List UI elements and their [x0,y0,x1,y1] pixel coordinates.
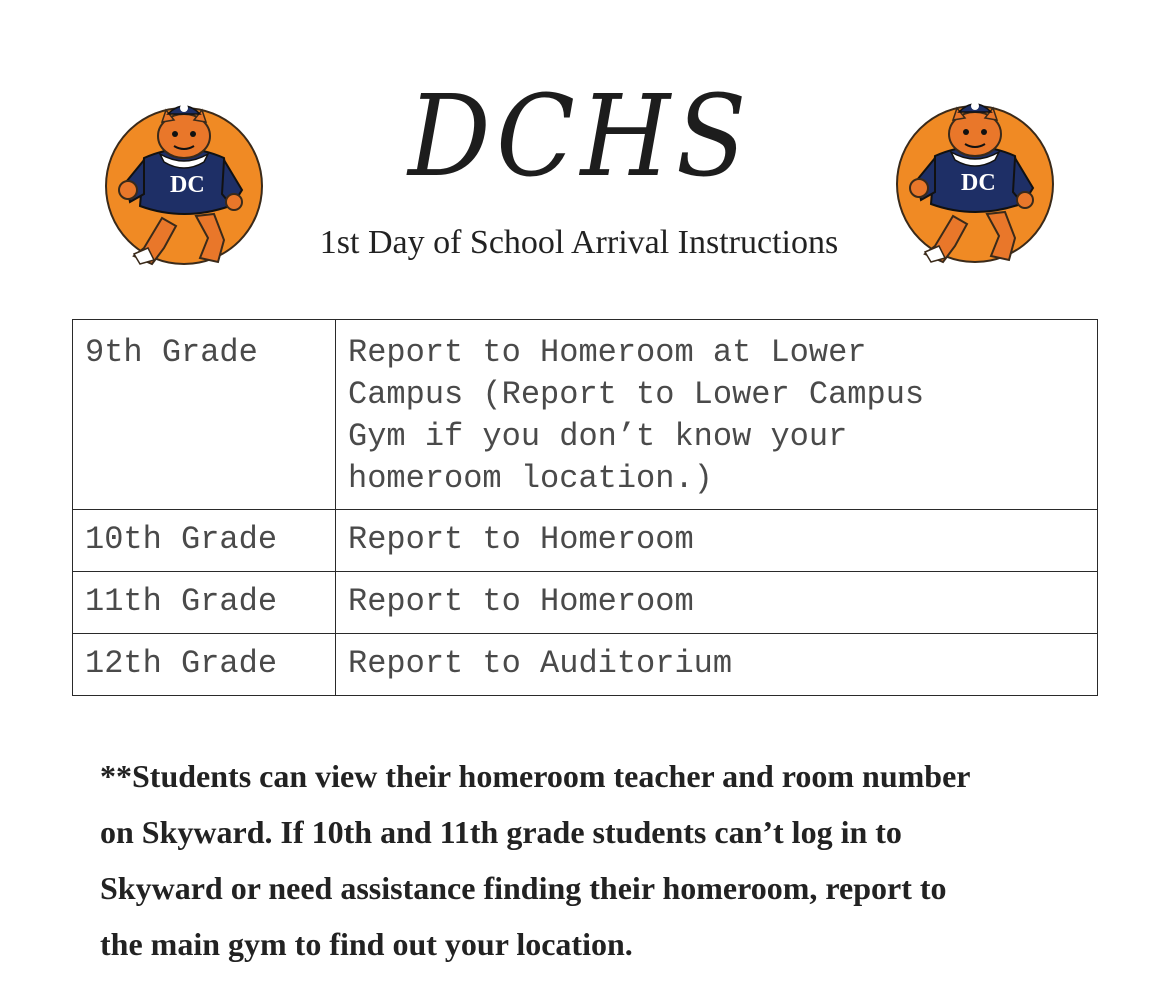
grade-cell: 10th Grade [73,510,336,572]
instruction-line: Report to Homeroom at Lower [348,334,867,371]
svg-text:DC: DC [170,172,205,198]
instruction-line: Campus (Report to Lower Campus [348,376,925,413]
arrival-instructions-table [72,319,1098,696]
note-line: on Skyward. If 10th and 11th grade students can’t log in to [100,814,902,850]
table-row [73,510,1098,572]
grade-cell: 12th Grade [73,634,336,696]
page-title: DCHS [408,72,752,202]
instruction-cell: Report to Auditorium [336,634,1098,696]
table-row [73,634,1098,696]
svg-text:DC: DC [961,170,996,196]
instruction-line: Gym if you don’t know your [348,418,848,455]
table-row [73,572,1098,634]
page-subtitle: 1st Day of School Arrival Instructions [319,224,839,261]
instruction-cell: Report to Homeroom [336,572,1098,634]
instruction-cell: Report to Homeroom [336,510,1098,572]
skyward-note [100,748,1080,972]
tiger-mascot-icon [895,96,1055,266]
instruction-line: homeroom location.) [348,460,713,497]
note-line: the main gym to find out your location. [100,926,633,962]
instruction-cell [336,320,1098,510]
table-row [73,320,1098,510]
grade-cell: 11th Grade [73,572,336,634]
grade-cell: 9th Grade [73,320,336,510]
note-line: **Students can view their homeroom teacher and room number [100,758,971,794]
note-line: Skyward or need assistance finding their homeroom, report to [100,870,947,906]
